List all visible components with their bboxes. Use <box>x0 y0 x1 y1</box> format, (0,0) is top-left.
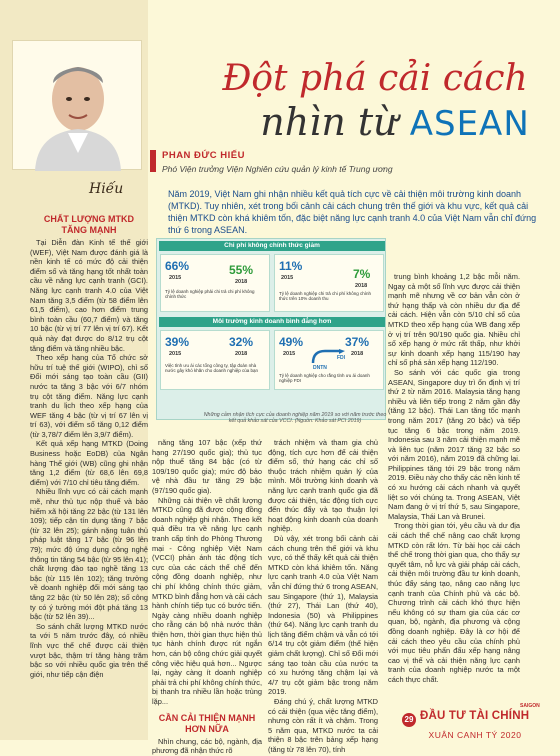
stat-year: 2018 <box>351 351 364 357</box>
paragraph: So sánh chất lượng MTKD nước ta với 5 năm trước đây, có nhiều lĩnh vực thể chế được cải thiện vượt bậc, thậm trí tăng hàng trăm bậc so với nhiều quốc gia trên thế giới, như tiếp cận điện <box>30 621 148 679</box>
title-word-asean: ASEAN <box>409 104 530 144</box>
issue-name: XUÂN CANH TÝ 2020 <box>428 730 522 740</box>
stat-description: Tỷ lệ doanh nghiệp cho rằng tỉnh ưu ái doanh nghiệp FDI <box>279 373 370 384</box>
stat-value: 66% <box>165 259 190 273</box>
stat-year: 2015 <box>169 351 182 357</box>
paragraph: Kết quả xếp hạng MTKD (Doing Business hoặc EoDB) của Ngân hàng Thế giới (WB) cũng ghi nhận tăng 1,2 điểm (từ 68,6 lên 69,8 điểm) với 7/10 chỉ tiêu tăng điểm. <box>30 439 148 487</box>
fdi-label: FDI <box>337 355 346 361</box>
infographic-panel-1 <box>160 254 270 312</box>
paragraph: Tại Diễn đàn Kinh tế thế giới (WEF), Việt Nam được đánh giá là nền kinh tế có mức độ cải thiện điểm số và tăng hạng tốt nhất toàn cầu về năng lực cạnh tranh (GCI). Năng lực cạnh tranh 4.0 của Việt Nam tăng 3,5 điểm (từ 58 điểm lên 61,5 điểm), cao hơn điểm trung bình toàn cầu (60,7 điểm) và tăng 10 bậc (từ vị trí 77 lên vị trí 67). Kết quả này đạt được do 8/12 trụ cột tăng điểm và tăng nhiều bậc. <box>30 238 148 353</box>
stat-description: Tỷ lệ doanh nghiệp chi trả chi phí không chính thức trên 10% doanh thu <box>279 291 372 302</box>
dntn-label: DNTN <box>313 365 327 371</box>
title-word-nhin-tu: nhìn từ <box>260 100 398 144</box>
article-lead: Năm 2019, Việt Nam ghi nhận nhiều kết quả tích cực về cải thiện môi trường kinh doanh (MTKD). Tuy nhiên, xét trong bối cảnh cải cách chung trên thế giới và khu vực, kết quả cải thiện MTKD còn khá khiêm tốn, đặc biệt năng lực cạnh tranh 4.0 của Việt Nam vẫn chỉ đứng thứ 6 trong ASEAN. <box>168 189 537 235</box>
stat-year: 2018 <box>355 283 368 289</box>
stat-value: 32% <box>229 335 254 349</box>
publication-name: ĐẦU TƯ TÀI CHÍNH <box>420 710 530 722</box>
paragraph: Nhiều lĩnh vực có cải cách mạnh mẽ, như thủ tục nộp thuế và bảo hiểm xã hội tăng 22 bậc (từ 131 lên 109); tiếp cận tín dụng tăng 7 bậc (từ 32 lên 25); gánh nặng tuân thủ pháp luật tăng 17 bậc (từ 96 lên 79); mức độ ứng dụng công nghệ thông tin tăng 54 bậc (từ 95 lên 41); chất lượng đào tạo nghề tăng 13 bậc (từ 115 lên 102); tăng trưởng về doanh nghiệp đổi mới sáng tạo tăng 22 bậc (từ 50 lên 28); số công ty có ý tưởng mới đột phá tăng 13 bậc (từ 52 lên 39)... <box>30 487 148 622</box>
paragraph: Trong thời gian tới, yêu cầu và dư địa cải cách thể chế nâng cao chất lượng MTKD còn rất lớn. Từ bài học cải cách thể chế trong thời gian qua, cho thấy sự quyết tâm, nỗ lực và giải pháp cải cách, cải thiện môi trường đầu tư kinh doanh, thúc đẩy sáng tạo, nâng cao năng lực cạnh tranh của Chính phủ và các bộ. Chương trình cải cách khó thực hiện nếu không có sự tham gia của các cơ quan, bộ, ngành, địa phương và cộng đồng doanh nghiệp. Đây là cơ hội để cải cách theo yêu cầu của chính phủ với mục tiêu phấn đấu xếp hạng nâng cao vị thế và cải thiện năng lực cạnh tranh của doanh nghiệp nước ta một cách thực chất. <box>388 521 520 684</box>
text-column-1 <box>30 208 148 679</box>
author-name: PHAN ĐỨC HIẾU <box>162 150 245 161</box>
section-heading: CẦN CẢI THIỆN MẠNH HƠN NỮA <box>158 712 256 734</box>
infographic-header-1: Chi phí không chính thức giảm <box>159 241 385 251</box>
article-title-line1: Đột phá cải cách <box>222 58 528 99</box>
section-heading: CHẤT LƯỢNG MTKD TĂNG MẠNH <box>43 214 135 235</box>
infographic-header-2: Môi trường kinh doanh bình đẳng hơn <box>159 317 385 327</box>
paragraph: Dù vậy, xét trong bối cảnh cải cách chung trên thế giới và khu vực, có thể thấy kết quả cải thiện MTKD còn khá khiêm tốn. Năng lực cạnh tranh 4.0 của Việt Nam vẫn chỉ đứng thứ 6 trong ASEAN, sau Singapore (thứ 1), Malaysia (thứ 27), Thái Lan (thứ 40), Indonesia (50) và Philippines (thứ 64). Năng lực cạnh tranh du lịch tăng điểm chậm và vẫn có tới 6/14 trụ cột giảm điểm (thể hiện giảm chất lượng). Chỉ số Đổi mới sáng tạo toàn cầu của nước ta có xu hướng tăng chậm lại và 4/7 trụ cột giảm bậc trong năm 2019. <box>268 533 379 697</box>
stat-description: Tỷ lệ doanh nghiệp phải chi trả chi phí không chính thức <box>165 289 255 300</box>
footer-saigon-label: SAIGON <box>520 703 540 709</box>
author-role: Phó Viện trưởng Viện Nghiên cứu quản lý kinh tế Trung ương <box>162 164 393 174</box>
stat-value: 7% <box>353 267 371 281</box>
infographic-caption: Những cảm nhận tích cực của doanh nghiệp năm 2019 so với năm trước theo kết quả khảo sát của VCCI. (Nguồn: Khảo sát PCI 2019) <box>203 412 387 425</box>
paragraph: trách nhiệm và tham gia chủ động, tích cực hơn để cải thiện điểm số, thứ hạng các chỉ số thuộc trách nhiệm quản lý của mình. Môi trường kinh doanh và năng lực cạnh tranh quốc gia đã được cải thiện, tác động tích cực đến thúc đẩy và tạo thuận lợi hoạt động kinh doanh của doanh nghiệp. <box>268 438 378 534</box>
paragraph: Theo xếp hạng của Tổ chức sở hữu trí tuệ thế giới (WIPO), chỉ số Đổi mới sáng tạo toàn cầu (GII) nước ta tăng 3 bậc với 6/7 nhóm trụ cột tăng điểm. Năng lực cạnh tranh du lịch theo xếp hạng của WEF tăng 4 bậc (từ vị trí 67 lên vị trí 63), với điểm số tăng 0,12 điểm (từ 3,78/7 điểm lên 3,9/7 điểm). <box>30 353 148 439</box>
infographic-panel-2 <box>274 254 384 312</box>
infographic-panel-3 <box>160 330 270 390</box>
paragraph: So sánh với các quốc gia trong ASEAN, Singapore duy trì ổn định vị trí thứ 2 từ năm 2016. Malaysia tăng hạng nhiều và liên tiếp trong 2 năm gần đây (tăng 12 bậc). Thái Lan tăng tốc mạnh trong năm 2017 (tăng 20 bậc) và tiếp tục tăng 6 bậc trong năm 2019. Indonesia sau 3 năm cải thiện mạnh mẽ và liên tục (năm 2017 tăng 32 bậc so với năm 2016), năm 2019 đã chững lại. Philippines tăng tới 29 bậc trong năm 2019. Điều này cho thấy các nền kinh tế có xu hướng cải cách nhanh và quyết liệt so với chúng ta. Trong ASEAN, Việt Nam đang ở vị trí thứ 5, sau Singapore, Malaysia, Thái Lan và Brunei. <box>388 367 520 521</box>
stat-year: 2015 <box>281 275 294 281</box>
page-number: 29 <box>402 713 416 727</box>
stat-year: 2018 <box>235 351 248 357</box>
infographic-box <box>156 238 386 420</box>
stat-value: 11% <box>279 259 303 273</box>
author-portrait <box>12 40 142 197</box>
paragraph: Nhìn chung, các bộ, ngành, địa phương đã nhận thức rõ <box>152 736 262 756</box>
author-signature: Hiếu <box>89 181 124 197</box>
stat-value: 37% <box>345 335 370 349</box>
stat-year: 2015 <box>283 351 296 357</box>
paragraph: trung bình khoảng 1,2 bậc mỗi năm. Ngay cả một số lĩnh vực được cải thiện mạnh mẽ nhưng về cơ bản vẫn còn ở thứ hạng thấp và còn nhiều dư địa để cải cách. Hiện vẫn còn 5/10 chỉ số của MTKD theo xếp hạng của WB đang xếp ở vị trí trên 90/190 quốc gia. Nhiều chỉ số xếp hạng ở mức rất thấp, như khởi sự kinh doanh xếp hạng 115/190 hay chỉ số phá sản xếp hạng 112/190. <box>388 272 520 368</box>
article-title-line2 <box>240 100 550 144</box>
paragraph: Những cải thiện về chất lượng MTKD cũng đã được cộng đồng doanh nghiệp ghi nhận. Theo kết quả điều tra về năng lực cạnh tranh cấp tỉnh do Phòng Thương mại - Công nghiệp Việt Nam (VCCI) phản ánh tác động tích cực của các cách thể chế đến cộng đồng doanh nghiệp, như chi phí không chính thức giảm, MTKD bình đẳng hơn và cải cách hành chính tiếp tục có bước tiến. Ngày càng nhiều doanh nghiệp cho rằng cán bộ nhà nước thân thiện hơn, thời gian thực hiện thủ tục hành chính được rút ngắn hơn, cán bộ công chức giải quyết công việc hiệu quả hơn... Ngược lại, ngày càng ít doanh nghiệp phải trả chi phí không chính thức, bị thanh tra nhiều lần hoặc trùng lặp... <box>152 495 263 707</box>
text-column-4 <box>388 272 520 685</box>
stat-value: 49% <box>279 335 304 349</box>
infographic-panel-4 <box>274 330 384 390</box>
stat-value: 55% <box>229 263 254 277</box>
stat-description: Việc tỉnh ưu ái các tổng công ty, tập đoàn nhà nước gây khó khăn cho doanh nghiệp của bạn <box>165 363 259 374</box>
stat-year: 2018 <box>235 279 248 285</box>
text-column-2 <box>152 438 262 756</box>
author-accent-bar <box>150 150 156 172</box>
paragraph: Đáng chú ý, chất lượng MTKD có cải thiện (qua việc tăng điểm), nhưng còn rất ít và chậm. Trong 5 năm qua, MTKD nước ta cải thiện 8 bậc trên bảng xếp hạng (tăng từ 78 lên 70), tính <box>268 697 378 754</box>
text-column-3 <box>268 438 378 755</box>
paragraph: năng tăng 107 bậc (xếp thứ hạng 27/190 quốc gia); thủ tục nộp thuế tăng 84 bậc (có từ 109/190 quốc gia); mức độ bảo vệ nhà đầu tư tăng 29 bậc (97/190 quốc gia). <box>152 438 262 495</box>
stat-year: 2015 <box>169 275 182 281</box>
stat-value: 39% <box>165 335 190 349</box>
